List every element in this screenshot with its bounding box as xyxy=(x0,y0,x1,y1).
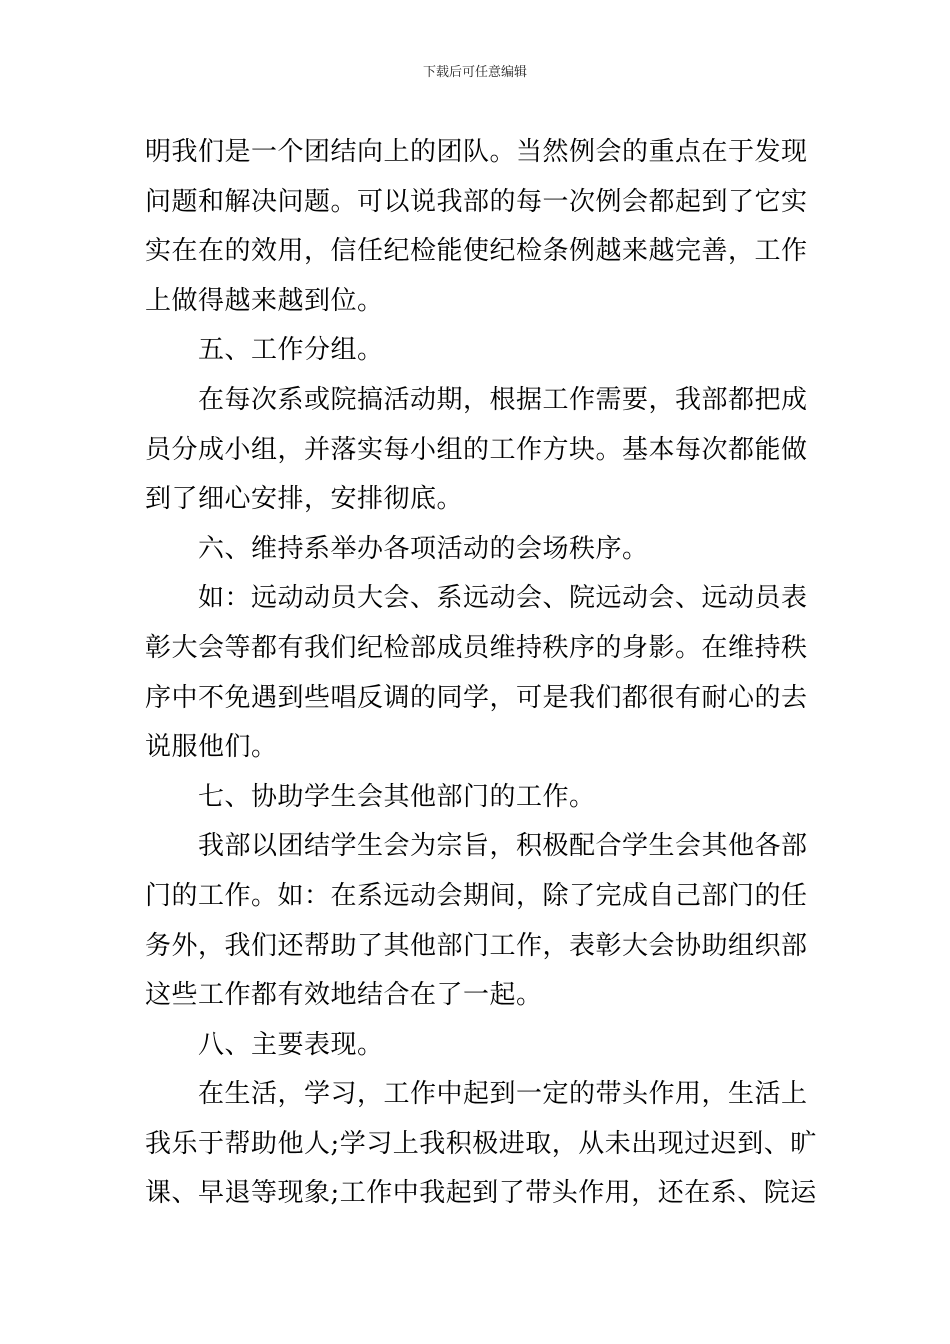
section-heading-7: 七、协助学生会其他部门的工作。 xyxy=(198,781,596,812)
text-line: 我乐于帮助他人;学习上我积极进取，从未出现过迟到、旷 xyxy=(145,1128,817,1159)
text-line: 说服他们。 xyxy=(145,732,278,763)
text-line: 实在在的效用，信任纪检能使纪检条例越来越完善，工作 xyxy=(145,236,808,267)
text-line: 到了细心安排，安排彻底。 xyxy=(145,484,464,515)
text-line: 问题和解决问题。可以说我部的每一次例会都起到了它实 xyxy=(145,186,808,217)
section-heading-6: 六、维持系举办各项活动的会场秩序。 xyxy=(198,533,649,564)
document-body xyxy=(145,128,817,1219)
text-line: 这些工作都有效地结合在了一起。 xyxy=(145,980,543,1011)
text-line: 课、早退等现象;工作中我起到了带头作用，还在系、院运 xyxy=(145,1178,817,1209)
text-line: 在每次系或院搞活动期，根据工作需要，我部都把成 xyxy=(198,384,808,415)
text-line: 门的工作。如：在系远动会期间，除了完成自己部门的任 xyxy=(145,880,808,911)
text-line: 在生活，学习，工作中起到一定的带头作用，生活上 xyxy=(198,1079,808,1110)
page-header: 下载后可任意编辑 xyxy=(422,65,527,80)
text-line: 上做得越来越到位。 xyxy=(145,285,384,316)
section-heading-8: 八、主要表现。 xyxy=(198,1029,384,1060)
text-line: 如：远动动员大会、系远动会、院远动会、远动员表 xyxy=(198,583,808,614)
text-line: 序中不免遇到些唱反调的同学，可是我们都很有耐心的去 xyxy=(145,682,808,713)
text-line: 员分成小组，并落实每小组的工作方块。基本每次都能做 xyxy=(145,434,808,465)
text-line: 务外，我们还帮助了其他部门工作，表彰大会协助组织部 xyxy=(145,930,808,961)
text-line: 明我们是一个团结向上的团队。当然例会的重点在于发现 xyxy=(145,137,808,167)
text-line: 彰大会等都有我们纪检部成员维持秩序的身影。在维持秩 xyxy=(145,632,808,663)
section-heading-5: 五、工作分组。 xyxy=(198,335,384,366)
text-line: 我部以团结学生会为宗旨，积极配合学生会其他各部 xyxy=(198,831,808,862)
